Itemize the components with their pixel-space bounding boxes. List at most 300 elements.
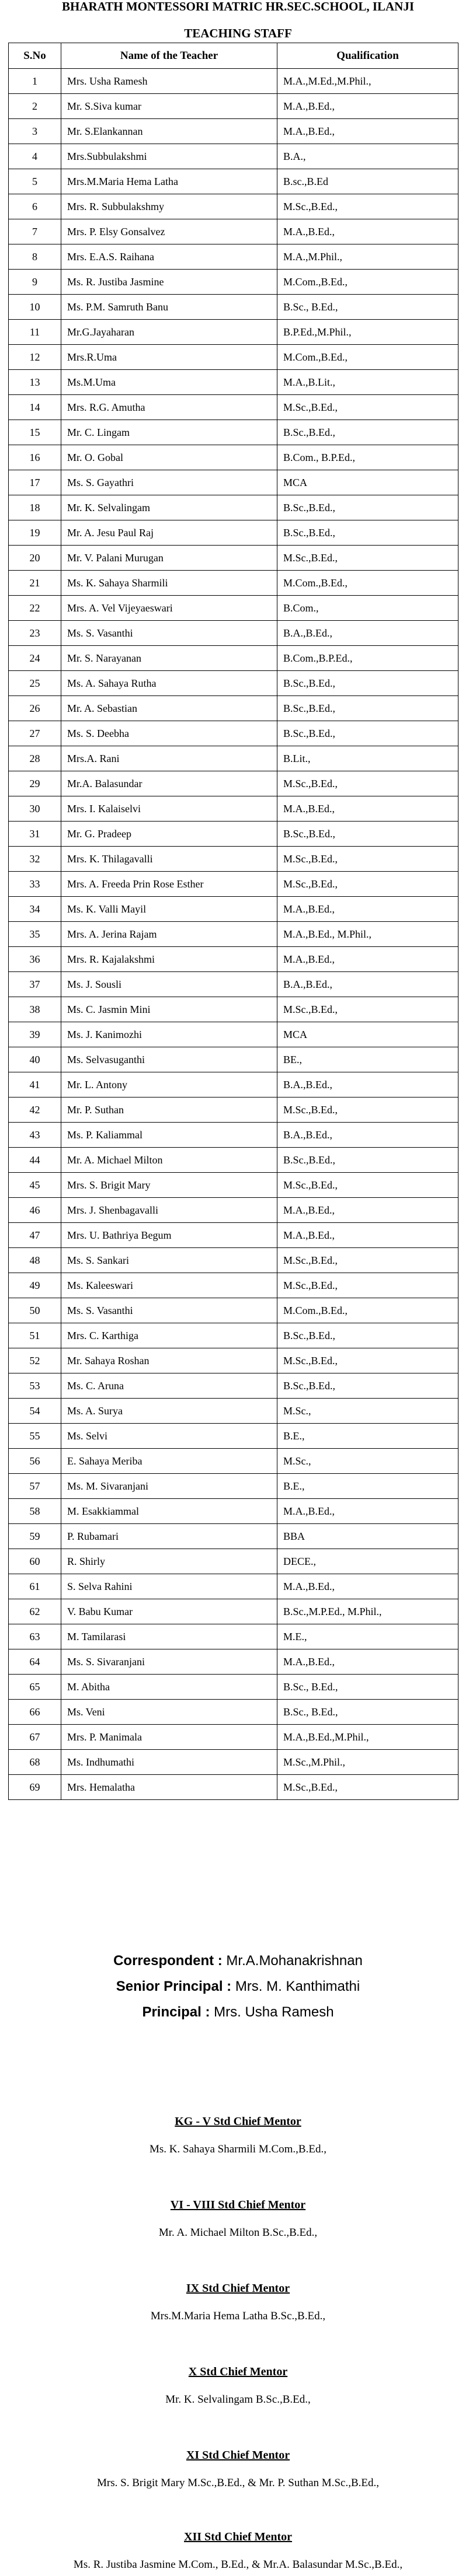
cell-teacher-name: Ms. J. Kanimozhi (61, 1022, 277, 1047)
cell-teacher-name: Ms. P.M. Samruth Banu (61, 295, 277, 320)
cell-teacher-name: Ms. S. Vasanthi (61, 621, 277, 646)
cell-teacher-name: Mr. O. Gobal (61, 445, 277, 470)
table-row (9, 1072, 458, 1097)
cell-sno: 38 (9, 997, 61, 1022)
cell-qualification: M.A.,B.Ed., (277, 897, 458, 922)
cell-sno: 15 (9, 420, 61, 445)
cell-sno: 14 (9, 395, 61, 420)
cell-teacher-name: Mr. S.Elankannan (61, 119, 277, 144)
cell-teacher-name: Ms. R. Justiba Jasmine (61, 270, 277, 295)
table-row (9, 1298, 458, 1323)
cell-teacher-name: Ms. Kaleeswari (61, 1273, 277, 1298)
table-row (9, 1198, 458, 1223)
cell-teacher-name: Ms. Indhumathi (61, 1750, 277, 1775)
cell-teacher-name: V. Babu Kumar (61, 1599, 277, 1624)
school-title: BHARATH MONTESSORI MATRIC HR.SEC.SCHOOL, ILANJI (61, 0, 415, 13)
cell-teacher-name: Ms. S. Vasanthi (61, 1298, 277, 1323)
cell-teacher-name: Mrs. P. Elsy Gonsalvez (61, 219, 277, 244)
cell-sno: 46 (9, 1198, 61, 1223)
cell-qualification: M.A.,B.Ed., M.Phil., (277, 922, 458, 947)
cell-teacher-name: Mrs.R.Uma (61, 345, 277, 370)
cell-qualification: B.sc.,B.Ed (277, 169, 458, 194)
column-header-sno: S.No (9, 43, 61, 69)
cell-sno: 32 (9, 847, 61, 872)
cell-qualification: M.Com.,B.Ed., (277, 270, 458, 295)
table-row (9, 1223, 458, 1248)
cell-sno: 47 (9, 1223, 61, 1248)
cell-sno: 30 (9, 796, 61, 822)
cell-qualification: B.Sc.,B.Ed., (277, 495, 458, 520)
cell-qualification: M.A.,B.Ed., (277, 94, 458, 119)
cell-teacher-name: Ms. Selvasuganthi (61, 1047, 277, 1072)
cell-teacher-name: Mrs.A. Rani (61, 746, 277, 771)
cell-qualification: M.A.,M.Ed.,M.Phil., (277, 69, 458, 94)
table-row (9, 646, 458, 671)
cell-teacher-name: Ms. S. Sankari (61, 1248, 277, 1273)
table-row (9, 119, 458, 144)
cell-sno: 27 (9, 721, 61, 746)
cell-sno: 63 (9, 1624, 61, 1649)
table-row (9, 1675, 458, 1700)
cell-sno: 2 (9, 94, 61, 119)
table-row (9, 1624, 458, 1649)
cell-qualification: B.Sc.,B.Ed., (277, 520, 458, 546)
table-row (9, 420, 458, 445)
cell-teacher-name: Ms.M.Uma (61, 370, 277, 395)
cell-sno: 18 (9, 495, 61, 520)
cell-teacher-name: Ms. S. Gayathri (61, 470, 277, 495)
table-row (9, 1097, 458, 1123)
mentor-names: Mr. K. Selvalingam B.Sc.,B.Ed., (165, 2393, 311, 2406)
cell-qualification: M.Sc.,B.Ed., (277, 847, 458, 872)
cell-teacher-name: Mrs. C. Karthiga (61, 1323, 277, 1348)
cell-qualification: M.Sc.,B.Ed., (277, 1775, 458, 1800)
cell-qualification: B.Sc.,B.Ed., (277, 822, 458, 847)
table-row (9, 370, 458, 395)
table-row (9, 94, 458, 119)
table-row (9, 1399, 458, 1424)
cell-qualification: M.A.,B.Ed., (277, 119, 458, 144)
mentor-block-xii (0, 2529, 476, 2573)
cell-qualification: B.Sc.,B.Ed., (277, 1148, 458, 1173)
cell-sno: 68 (9, 1750, 61, 1775)
cell-sno: 65 (9, 1675, 61, 1700)
cell-teacher-name: Ms. C. Jasmin Mini (61, 997, 277, 1022)
cell-qualification: M.A.,B.Ed., (277, 947, 458, 972)
cell-qualification: M.Sc.,B.Ed., (277, 1273, 458, 1298)
cell-qualification: B.Sc.,B.Ed., (277, 1373, 458, 1399)
table-row (9, 796, 458, 822)
cell-sno: 60 (9, 1549, 61, 1574)
cell-sno: 7 (9, 219, 61, 244)
table-row (9, 1775, 458, 1800)
cell-teacher-name: Mr. P. Suthan (61, 1097, 277, 1123)
table-row (9, 596, 458, 621)
table-row (9, 1323, 458, 1348)
cell-teacher-name: Mr. A. Michael Milton (61, 1148, 277, 1173)
cell-sno: 51 (9, 1323, 61, 1348)
cell-teacher-name: Mr. Sahaya Roshan (61, 1348, 277, 1373)
cell-teacher-name: Mrs. J. Shenbagavalli (61, 1198, 277, 1223)
cell-teacher-name: Mrs. U. Bathriya Begum (61, 1223, 277, 1248)
cell-qualification: M.A.,B.Ed., (277, 1499, 458, 1524)
cell-sno: 8 (9, 244, 61, 270)
cell-sno: 69 (9, 1775, 61, 1800)
cell-sno: 26 (9, 696, 61, 721)
cell-sno: 3 (9, 119, 61, 144)
cell-teacher-name: Ms. S. Sivaranjani (61, 1649, 277, 1675)
cell-teacher-name: M. Esakkiammal (61, 1499, 277, 1524)
cell-sno: 33 (9, 872, 61, 897)
officials-section (0, 1948, 476, 2025)
table-row (9, 621, 458, 646)
table-row (9, 897, 458, 922)
cell-teacher-name: Mr. K. Selvalingam (61, 495, 277, 520)
cell-teacher-name: Mrs. R. Subbulakshmy (61, 194, 277, 219)
table-row (9, 1549, 458, 1574)
cell-sno: 31 (9, 822, 61, 847)
table-row (9, 194, 458, 219)
cell-qualification: M.Sc.,B.Ed., (277, 546, 458, 571)
senior-principal-name: Mrs. M. Kanthimathi (231, 1979, 360, 1994)
cell-qualification: B.P.Ed.,M.Phil., (277, 320, 458, 345)
table-row (9, 1725, 458, 1750)
table-row (9, 997, 458, 1022)
table-row (9, 295, 458, 320)
cell-qualification: M.Sc., (277, 1399, 458, 1424)
cell-sno: 29 (9, 771, 61, 796)
cell-qualification: B.Com.,B.P.Ed., (277, 646, 458, 671)
cell-sno: 6 (9, 194, 61, 219)
cell-sno: 43 (9, 1123, 61, 1148)
cell-sno: 42 (9, 1097, 61, 1123)
cell-sno: 25 (9, 671, 61, 696)
table-row (9, 1700, 458, 1725)
cell-sno: 55 (9, 1424, 61, 1449)
cell-sno: 12 (9, 345, 61, 370)
cell-sno: 53 (9, 1373, 61, 1399)
cell-qualification: B.Sc., B.Ed., (277, 295, 458, 320)
table-row (9, 1649, 458, 1675)
cell-qualification: B.A.,B.Ed., (277, 972, 458, 997)
table-row (9, 972, 458, 997)
cell-teacher-name: M. Abitha (61, 1675, 277, 1700)
cell-sno: 54 (9, 1399, 61, 1424)
cell-qualification: DECE., (277, 1549, 458, 1574)
table-row (9, 721, 458, 746)
cell-teacher-name: Ms. K. Valli Mayil (61, 897, 277, 922)
cell-teacher-name: Mr. V. Palani Murugan (61, 546, 277, 571)
column-header-qualification: Qualification (277, 43, 458, 69)
cell-sno: 34 (9, 897, 61, 922)
cell-teacher-name: Mrs. E.A.S. Raihana (61, 244, 277, 270)
cell-sno: 39 (9, 1022, 61, 1047)
mentor-block-vi-viii (0, 2197, 476, 2241)
cell-teacher-name: Mr. A. Jesu Paul Raj (61, 520, 277, 546)
cell-qualification: M.Com.,B.Ed., (277, 1298, 458, 1323)
staff-table (8, 43, 458, 1800)
cell-qualification: M.A.,B.Ed., (277, 796, 458, 822)
correspondent-line (0, 1948, 476, 1974)
cell-qualification: B.Sc.,B.Ed., (277, 696, 458, 721)
cell-teacher-name: Mrs. K. Thilagavalli (61, 847, 277, 872)
cell-qualification: M.A.,B.Ed., (277, 1574, 458, 1599)
cell-teacher-name: Ms. A. Sahaya Rutha (61, 671, 277, 696)
table-row (9, 1373, 458, 1399)
cell-qualification: M.A.,B.Ed., (277, 219, 458, 244)
senior-principal-label: Senior Principal : (116, 1979, 232, 1994)
cell-qualification: M.Sc., (277, 1449, 458, 1474)
cell-sno: 49 (9, 1273, 61, 1298)
cell-qualification: M.A.,B.Ed., (277, 1198, 458, 1223)
cell-sno: 36 (9, 947, 61, 972)
cell-sno: 1 (9, 69, 61, 94)
cell-qualification: B.Sc., B.Ed., (277, 1700, 458, 1725)
cell-qualification: MCA (277, 470, 458, 495)
table-row (9, 445, 458, 470)
cell-teacher-name: Mrs. Hemalatha (61, 1775, 277, 1800)
cell-teacher-name: Ms. Veni (61, 1700, 277, 1725)
cell-qualification: B.A.,B.Ed., (277, 1072, 458, 1097)
table-body (9, 69, 458, 1800)
table-row (9, 947, 458, 972)
cell-qualification: BE., (277, 1047, 458, 1072)
cell-qualification: M.A.,B.Ed.,M.Phil., (277, 1725, 458, 1750)
cell-teacher-name: S. Selva Rahini (61, 1574, 277, 1599)
cell-qualification: M.Sc.,B.Ed., (277, 395, 458, 420)
cell-qualification: M.Sc.,B.Ed., (277, 872, 458, 897)
table-row (9, 822, 458, 847)
cell-sno: 16 (9, 445, 61, 470)
table-row (9, 144, 458, 169)
table-row (9, 696, 458, 721)
table-row (9, 520, 458, 546)
cell-sno: 19 (9, 520, 61, 546)
table-row (9, 746, 458, 771)
cell-qualification: M.A.,B.Ed., (277, 1223, 458, 1248)
cell-teacher-name: Mrs. Usha Ramesh (61, 69, 277, 94)
cell-teacher-name: Mr. S. Narayanan (61, 646, 277, 671)
cell-teacher-name: Ms. Selvi (61, 1424, 277, 1449)
table-row (9, 1574, 458, 1599)
cell-sno: 17 (9, 470, 61, 495)
cell-sno: 9 (9, 270, 61, 295)
table-row (9, 244, 458, 270)
cell-qualification: B.Sc.,B.Ed., (277, 721, 458, 746)
mentor-heading: VI - VIII Std Chief Mentor (170, 2198, 306, 2211)
cell-sno: 13 (9, 370, 61, 395)
cell-qualification: M.A.,B.Lit., (277, 370, 458, 395)
cell-teacher-name: Mr. L. Antony (61, 1072, 277, 1097)
cell-sno: 10 (9, 295, 61, 320)
cell-teacher-name: Ms. K. Sahaya Sharmili (61, 571, 277, 596)
cell-qualification: M.Sc.,B.Ed., (277, 1248, 458, 1273)
cell-teacher-name: Ms. A. Surya (61, 1399, 277, 1424)
section-title: TEACHING STAFF (184, 26, 292, 40)
table-row (9, 1449, 458, 1474)
table-row (9, 847, 458, 872)
principal-name: Mrs. Usha Ramesh (210, 2004, 334, 2020)
correspondent-label: Correspondent : (113, 1953, 223, 1969)
cell-teacher-name: Mrs. R.G. Amutha (61, 395, 277, 420)
table-row (9, 169, 458, 194)
table-row (9, 1148, 458, 1173)
table-row (9, 1273, 458, 1298)
cell-teacher-name: Mrs. P. Manimala (61, 1725, 277, 1750)
mentor-heading: X Std Chief Mentor (188, 2365, 288, 2378)
cell-sno: 61 (9, 1574, 61, 1599)
table-row (9, 320, 458, 345)
cell-qualification: B.Lit., (277, 746, 458, 771)
cell-teacher-name: Ms. P. Kaliammal (61, 1123, 277, 1148)
mentor-block-xi (0, 2447, 476, 2491)
cell-sno: 11 (9, 320, 61, 345)
mentor-names: Ms. R. Justiba Jasmine M.Com., B.Ed., & Mr.A. Balasundar M.Sc.,B.Ed., (73, 2558, 403, 2571)
cell-sno: 57 (9, 1474, 61, 1499)
cell-teacher-name: Mr.G.Jayaharan (61, 320, 277, 345)
cell-teacher-name: Mrs.Subbulakshmi (61, 144, 277, 169)
table-row (9, 1022, 458, 1047)
cell-qualification: B.Sc.,M.P.Ed., M.Phil., (277, 1599, 458, 1624)
correspondent-name: Mr.A.Mohanakrishnan (222, 1953, 363, 1969)
cell-sno: 24 (9, 646, 61, 671)
cell-sno: 66 (9, 1700, 61, 1725)
cell-teacher-name: R. Shirly (61, 1549, 277, 1574)
table-row (9, 345, 458, 370)
cell-sno: 40 (9, 1047, 61, 1072)
mentor-names: Mr. A. Michael Milton B.Sc.,B.Ed., (158, 2227, 318, 2239)
table-row (9, 69, 458, 94)
cell-qualification: M.Sc.,B.Ed., (277, 771, 458, 796)
table-row (9, 395, 458, 420)
cell-qualification: B.A.,B.Ed., (277, 1123, 458, 1148)
table-row (9, 1524, 458, 1549)
cell-sno: 23 (9, 621, 61, 646)
table-row (9, 922, 458, 947)
cell-sno: 41 (9, 1072, 61, 1097)
cell-qualification: M.Sc.,B.Ed., (277, 1173, 458, 1198)
table-row (9, 270, 458, 295)
cell-qualification: B.E., (277, 1424, 458, 1449)
cell-teacher-name: Mr. S.Siva kumar (61, 94, 277, 119)
mentor-names: Ms. K. Sahaya Sharmili M.Com.,B.Ed., (150, 2143, 326, 2155)
table-row (9, 1248, 458, 1273)
principal-label: Principal : (142, 2004, 210, 2020)
cell-teacher-name: Mr. A. Sebastian (61, 696, 277, 721)
cell-sno: 64 (9, 1649, 61, 1675)
cell-qualification: M.Com.,B.Ed., (277, 345, 458, 370)
cell-qualification: B.Sc., B.Ed., (277, 1675, 458, 1700)
cell-sno: 44 (9, 1148, 61, 1173)
cell-sno: 67 (9, 1725, 61, 1750)
cell-qualification: M.Sc.,B.Ed., (277, 997, 458, 1022)
cell-sno: 59 (9, 1524, 61, 1549)
mentor-names: Mrs. S. Brigit Mary M.Sc.,B.Ed., & Mr. P. Suthan M.Sc.,B.Ed., (97, 2477, 379, 2489)
cell-teacher-name: Ms. M. Sivaranjani (61, 1474, 277, 1499)
cell-sno: 20 (9, 546, 61, 571)
table-row (9, 470, 458, 495)
cell-teacher-name: Mrs. A. Freeda Prin Rose Esther (61, 872, 277, 897)
table-row (9, 1348, 458, 1373)
cell-teacher-name: E. Sahaya Meriba (61, 1449, 277, 1474)
cell-qualification: B.Com., B.P.Ed., (277, 445, 458, 470)
mentor-names: Mrs.M.Maria Hema Latha B.Sc.,B.Ed., (150, 2310, 326, 2322)
cell-sno: 45 (9, 1173, 61, 1198)
table-row (9, 1474, 458, 1499)
table-row (9, 872, 458, 897)
table-header (9, 43, 458, 69)
mentor-heading: XII Std Chief Mentor (184, 2530, 292, 2543)
cell-teacher-name: Mrs. A. Vel Vijeyaeswari (61, 596, 277, 621)
cell-sno: 22 (9, 596, 61, 621)
table-row (9, 1750, 458, 1775)
cell-qualification: MCA (277, 1022, 458, 1047)
table-row (9, 571, 458, 596)
table-row (9, 771, 458, 796)
table-row (9, 495, 458, 520)
cell-teacher-name: Mrs. R. Kajalakshmi (61, 947, 277, 972)
cell-sno: 35 (9, 922, 61, 947)
cell-teacher-name: Mr. G. Pradeep (61, 822, 277, 847)
cell-teacher-name: Mrs. S. Brigit Mary (61, 1173, 277, 1198)
table-row (9, 1173, 458, 1198)
cell-teacher-name: Ms. J. Sousli (61, 972, 277, 997)
cell-teacher-name: Mr.A. Balasundar (61, 771, 277, 796)
mentor-heading: XI Std Chief Mentor (186, 2449, 290, 2462)
table-row (9, 1499, 458, 1524)
senior-principal-line (0, 1974, 476, 2000)
table-row (9, 671, 458, 696)
cell-qualification: M.Sc.,M.Phil., (277, 1750, 458, 1775)
mentor-block-kg-v (0, 2113, 476, 2158)
cell-qualification: B.Sc.,B.Ed., (277, 420, 458, 445)
cell-sno: 50 (9, 1298, 61, 1323)
cell-qualification: M.A.,B.Ed., (277, 1649, 458, 1675)
principal-line (0, 2000, 476, 2025)
cell-sno: 48 (9, 1248, 61, 1273)
cell-teacher-name: M. Tamilarasi (61, 1624, 277, 1649)
cell-teacher-name: Mrs. I. Kalaiselvi (61, 796, 277, 822)
table-row (9, 219, 458, 244)
mentor-block-x (0, 2364, 476, 2408)
cell-sno: 52 (9, 1348, 61, 1373)
cell-qualification: M.Sc.,B.Ed., (277, 194, 458, 219)
cell-sno: 28 (9, 746, 61, 771)
cell-qualification: BBA (277, 1524, 458, 1549)
cell-qualification: M.Sc.,B.Ed., (277, 1097, 458, 1123)
cell-qualification: M.Com.,B.Ed., (277, 571, 458, 596)
cell-qualification: M.A.,M.Phil., (277, 244, 458, 270)
mentor-heading: KG - V Std Chief Mentor (175, 2115, 301, 2128)
table-row (9, 1599, 458, 1624)
cell-sno: 4 (9, 144, 61, 169)
cell-qualification: B.E., (277, 1474, 458, 1499)
cell-sno: 21 (9, 571, 61, 596)
cell-teacher-name: Ms. C. Aruna (61, 1373, 277, 1399)
mentor-heading: IX Std Chief Mentor (186, 2282, 290, 2295)
cell-sno: 58 (9, 1499, 61, 1524)
cell-teacher-name: P. Rubamari (61, 1524, 277, 1549)
cell-qualification: B.Com., (277, 596, 458, 621)
header-row (9, 43, 458, 69)
table-row (9, 1424, 458, 1449)
column-header-name: Name of the Teacher (61, 43, 277, 69)
mentor-block-ix (0, 2280, 476, 2325)
table-row (9, 1047, 458, 1072)
cell-qualification: M.Sc.,B.Ed., (277, 1348, 458, 1373)
cell-teacher-name: Mrs.M.Maria Hema Latha (61, 169, 277, 194)
cell-qualification: B.A., (277, 144, 458, 169)
